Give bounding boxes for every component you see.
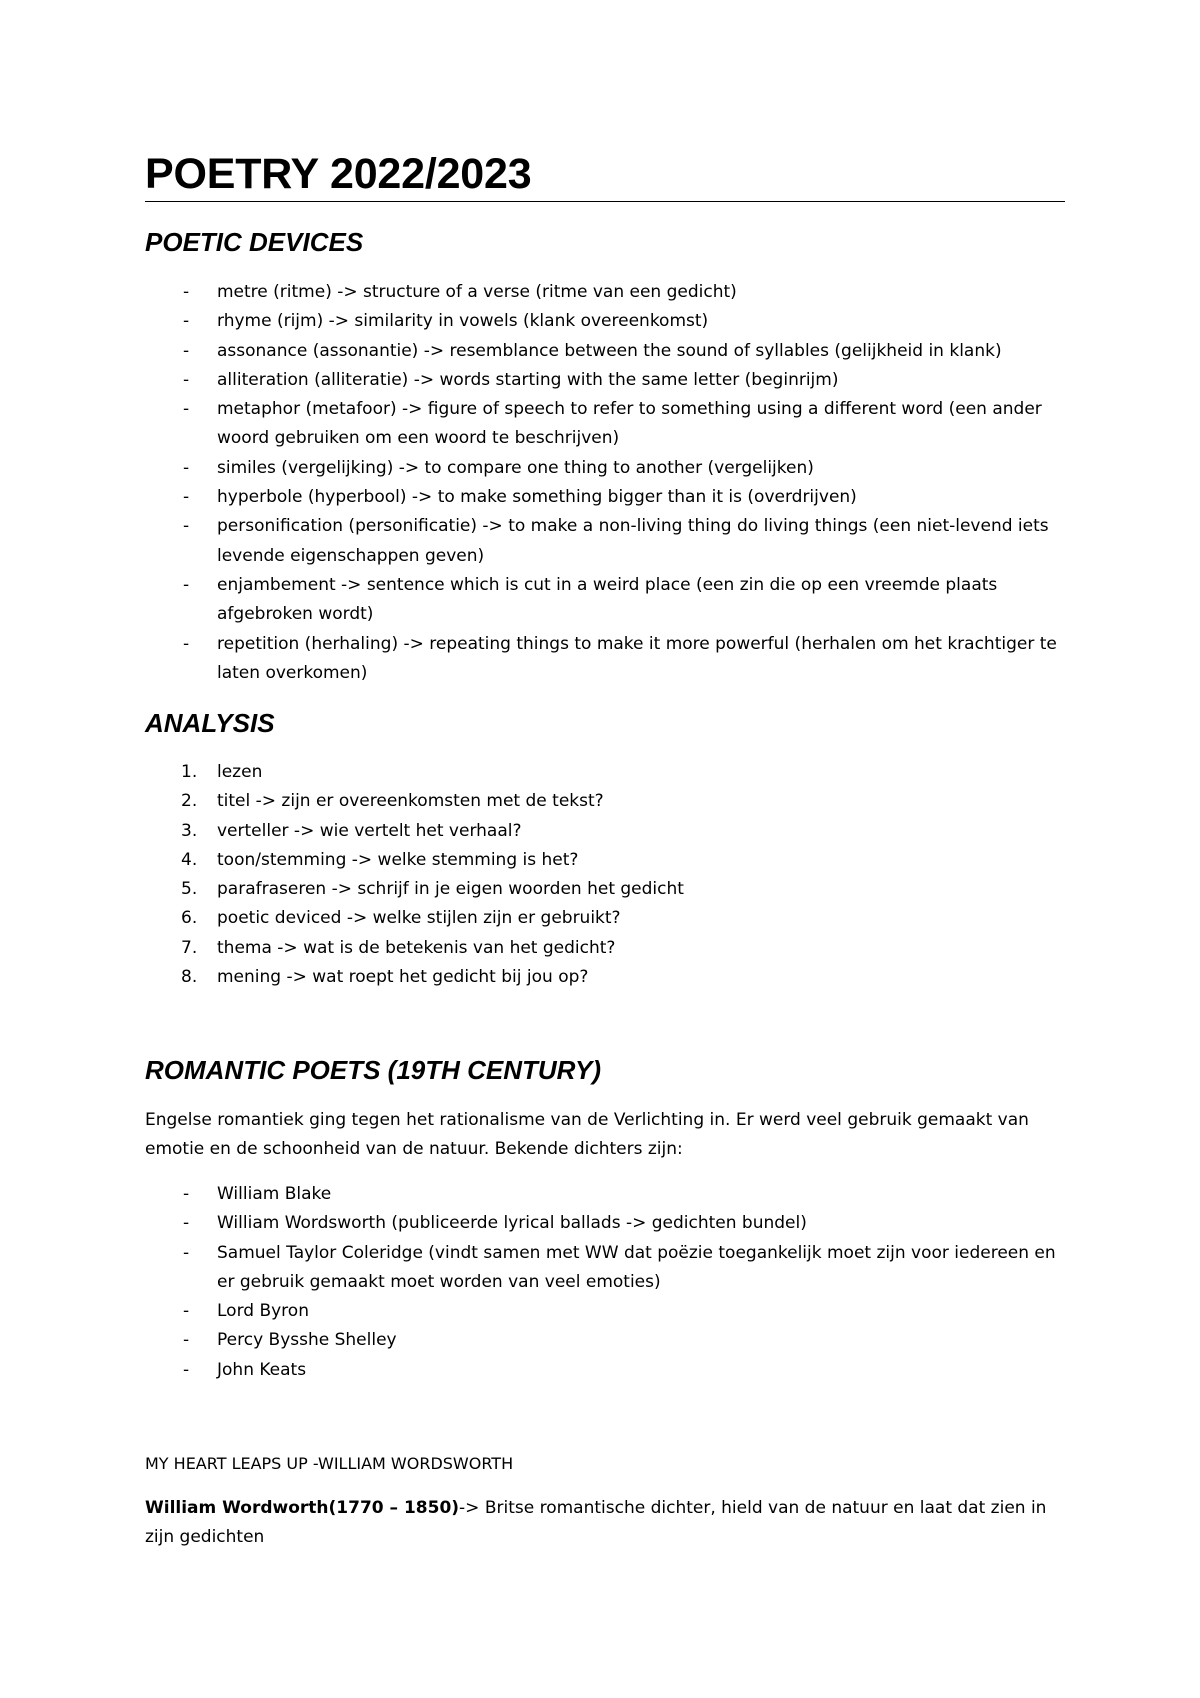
- step-number: 4.: [181, 849, 198, 870]
- list-item: - hyperbole (hyperbool) -> to make something bigger than it is (overdrijven): [145, 483, 1065, 512]
- analysis-steps-list: [145, 758, 1065, 992]
- step-number: 3.: [181, 820, 198, 841]
- list-item: 8. mening -> wat roept het gedicht bij jou op?: [145, 963, 1065, 992]
- bullet-dash: -: [183, 1330, 190, 1351]
- list-item: - rhyme (rijm) -> similarity in vowels (klank overeenkomst): [145, 307, 1065, 336]
- bullet-dash: -: [183, 1359, 190, 1380]
- step-number: 2.: [181, 791, 198, 812]
- romantic-poets-heading: ROMANTIC POETS (19TH CENTURY): [145, 1055, 601, 1085]
- poem-heading: MY HEART LEAPS UP -WILLIAM WORDSWORTH: [145, 1454, 514, 1473]
- list-item: - repetition (herhaling) -> repeating things to make it more powerful (herhalen om het krachtiger te laten overkomen): [145, 630, 1065, 689]
- bullet-dash: -: [183, 516, 190, 537]
- bullet-dash: -: [183, 282, 190, 302]
- bullet-dash: -: [183, 1184, 190, 1204]
- step-number: 5.: [181, 879, 198, 900]
- list-item: - William Wordsworth (publiceerde lyrical ballads -> gedichten bundel): [145, 1209, 1065, 1238]
- bullet-dash: -: [183, 1301, 190, 1322]
- list-item: - Percy Bysshe Shelley: [145, 1326, 1065, 1355]
- romantic-poets-intro: Engelse romantiek ging tegen het rationalisme van de Verlichting in. Er werd veel gebruik gemaakt van emotie en de schoonheid van de natuur. Bekende dichters zijn:: [145, 1110, 1029, 1160]
- poet-bio-name: William Wordworth(1770 – 1850): [145, 1498, 460, 1518]
- step-number: 7.: [181, 937, 198, 958]
- bullet-dash: -: [183, 340, 190, 361]
- list-item: - Samuel Taylor Coleridge (vindt samen met WW dat poëzie toegankelijk moet zijn voor iedereen en er gebruik gemaakt moet worden van veel emoties): [145, 1239, 1065, 1298]
- poet-bio: [145, 1494, 1065, 1553]
- poet-bio-text: -> Britse romantische dichter, hield van de natuur en laat dat zien in zijn gedichten: [145, 1498, 1047, 1548]
- title-underline: [145, 201, 1065, 202]
- list-item: - John Keats: [145, 1356, 1065, 1385]
- list-item: 4. toon/stemming -> welke stemming is het?: [145, 846, 1065, 875]
- bullet-dash: -: [183, 311, 190, 332]
- bullet-dash: -: [183, 574, 190, 595]
- bullet-dash: -: [183, 369, 190, 390]
- list-item: - Lord Byron: [145, 1297, 1065, 1326]
- list-item: - metre (ritme) -> structure of a verse (ritme van een gedicht): [145, 278, 1065, 307]
- analysis-heading: ANALYSIS: [145, 708, 275, 738]
- list-item: - similes (vergelijking) -> to compare one thing to another (vergelijken): [145, 454, 1065, 483]
- poetic-devices-list: [145, 278, 1065, 688]
- list-item: - William Blake: [145, 1180, 1065, 1209]
- list-item: - metaphor (metafoor) -> figure of speech to refer to something using a different word (een ander woord gebruiken om een woord te beschrijven): [145, 395, 1065, 454]
- list-item: 3. verteller -> wie vertelt het verhaal?: [145, 817, 1065, 846]
- poets-list: [145, 1180, 1065, 1385]
- step-number: 6.: [181, 908, 198, 929]
- list-item: 7. thema -> wat is de betekenis van het gedicht?: [145, 934, 1065, 963]
- bullet-dash: -: [183, 457, 190, 478]
- bullet-dash: -: [183, 487, 190, 508]
- page-title: POETRY 2022/2023: [145, 150, 532, 198]
- bullet-dash: -: [183, 1213, 190, 1234]
- bullet-dash: -: [183, 399, 190, 420]
- poetic-devices-heading: POETIC DEVICES: [145, 227, 364, 257]
- list-item: - alliteration (alliteratie) -> words starting with the same letter (beginrijm): [145, 366, 1065, 395]
- step-number: 1.: [181, 762, 198, 782]
- list-item: - personification (personificatie) -> to make a non-living thing do living things (een niet-levend iets levende eigenschappen geven): [145, 512, 1065, 571]
- list-item: 5. parafraseren -> schrijf in je eigen woorden het gedicht: [145, 875, 1065, 904]
- list-item: 1. lezen: [145, 758, 1065, 787]
- list-item: 2. titel -> zijn er overeenkomsten met de tekst?: [145, 787, 1065, 816]
- list-item: - enjambement -> sentence which is cut in a weird place (een zin die op een vreemde plaats afgebroken wordt): [145, 571, 1065, 630]
- step-number: 8.: [181, 967, 198, 988]
- list-item: 6. poetic deviced -> welke stijlen zijn er gebruikt?: [145, 904, 1065, 933]
- bullet-dash: -: [183, 633, 190, 654]
- list-item: - assonance (assonantie) -> resemblance between the sound of syllables (gelijkheid in klank): [145, 337, 1065, 366]
- bullet-dash: -: [183, 1242, 190, 1263]
